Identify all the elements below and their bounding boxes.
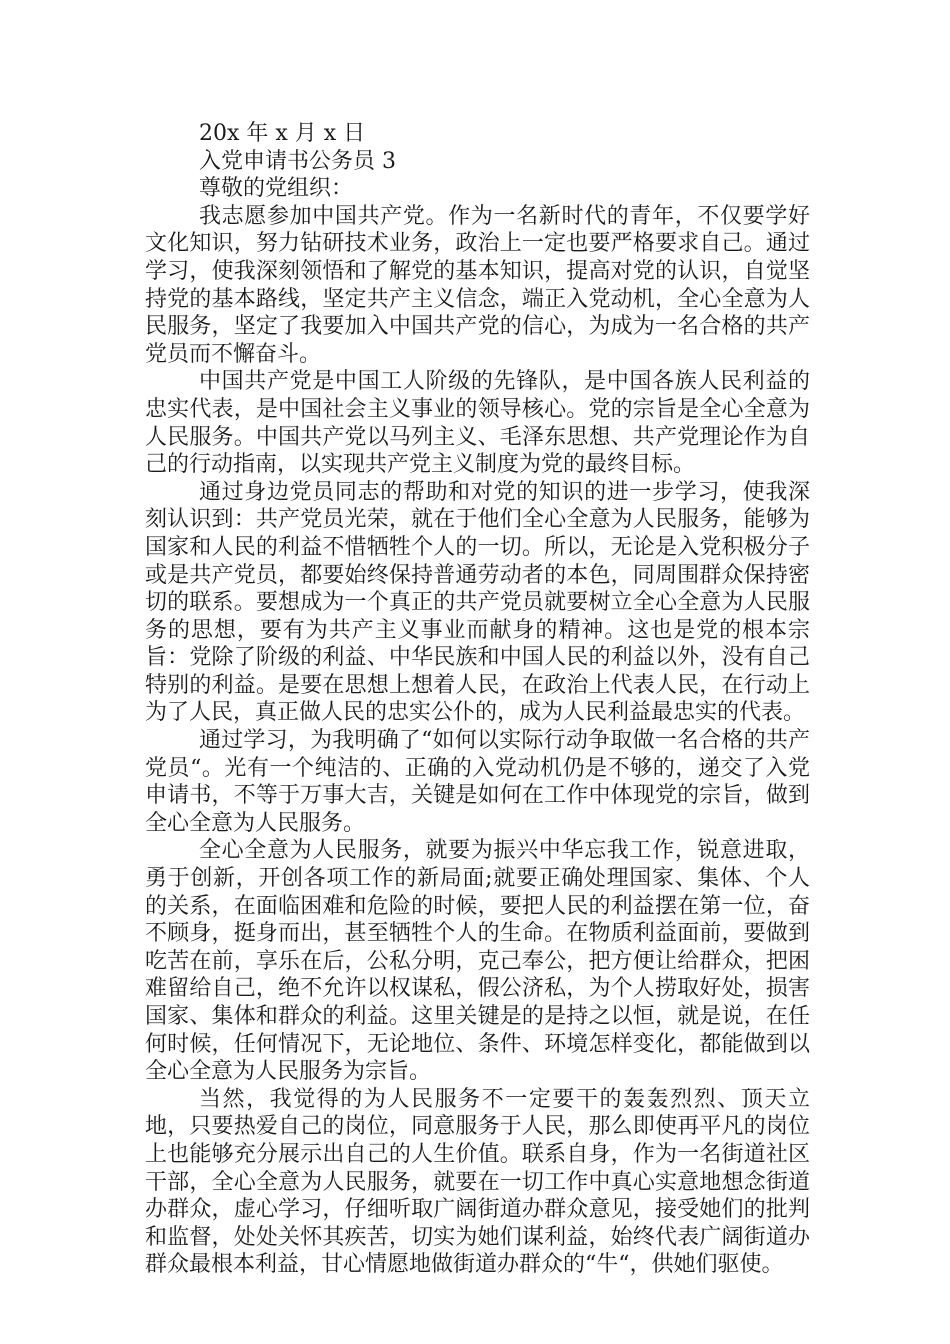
paragraph-1: 我志愿参加中国共产党。作为一名新时代的青年，不仅要学好文化知识，努力钻研技术业务，政治上一定也要严格要求自己。通过学习，使我深刻领悟和了解党的基本知识，提高对党的认识，自觉坚持党的基本路线，坚定共产主义信念，端正入党动机，全心全意为人民服务，坚定了我要加入中国共产党的信心，为成为一名合格的共产党员而不懈奋斗。 [145, 203, 810, 367]
paragraph-3: 通过身边党员同志的帮助和对党的知识的进一步学习，使我深刻认识到：共产党员光荣，就在于他们全心全意为人民服务，能够为国家和人民的利益不惜牺牲个人的一切。所以，无论是入党积极分子或是共产党员，都要始终保持普通劳动者的本色，同周围群众保持密切的联系。要想成为一个真正的共产党员就要树立全心全意为人民服务的思想，要有为共产主义事业而献身的精神。这也是党的根本宗旨：党除了阶级的利益、中华民族和中国人民的利益以外，没有自己特别的利益。是要在思想上想着人民，在政治上代表人民，在行动上为了人民，真正做人民的忠实公仆的，成为人民利益最忠实的代表。 [145, 479, 810, 726]
document-date: 20x 年 x 月 x 日 [199, 121, 366, 146]
paragraph-6: 当然，我觉得的为人民服务不一定要干的轰轰烈烈、顶天立地，只要热爱自己的岗位，同意服务于人民，那么即使再平凡的岗位上也能够充分展示出自己的人生价值。联系自身，作为一名街道社区干部，全心全意为人民服务，就要在一切工作中真心实意地想念街道办群众，虚心学习，仔细听取广阔街道办群众意见，接受她们的批判和监督，处处关怀其疾苦，切实为她们谋利益，始终代表广阔街道办群众最根本利益，甘心情愿地做街道办群众的“牛“，供她们驱使。 [145, 1086, 810, 1278]
document-body [145, 120, 810, 1279]
salutation: 尊敬的党组织： [199, 176, 354, 202]
paragraph-5: 全心全意为人民服务，就要为振兴中华忘我工作，锐意进取，勇于创新，开创各项工作的新局面;就要正确处理国家、集体、个人的关系，在面临困难和危险的时候，要把人民的利益摆在第一位，奋不顾身，挺身而出，甚至牺牲个人的生命。在物质利益面前，要做到吃苦在前，享乐在后，公私分明，克己奉公，把方便让给群众，把困难留给自己，绝不允许以权谋私，假公济私，为个人捞取好处，损害国家、集体和群众的利益。这里关键是的是持之以恒，就是说，在任何时候，任何情况下，无论地位、条件、环境怎样变化，都能做到以全心全意为人民服务为宗旨。 [145, 838, 810, 1085]
document-title: 入党申请书公务员 3 [199, 148, 396, 174]
paragraph-2: 中国共产党是中国工人阶级的先锋队，是中国各族人民利益的忠实代表，是中国社会主义事业的领导核心。党的宗旨是全心全意为人民服务。中国共产党以马列主义、毛泽东思想、共产党理论作为自己的行动指南，以实现共产党主义制度为党的最终目标。 [145, 369, 810, 478]
paragraph-4: 通过学习，为我明确了“如何以实际行动争取做一名合格的共产党员“。光有一个纯洁的、正确的入党动机仍是不够的，递交了入党申请书，不等于万事大吉，关键是如何在工作中体现党的宗旨，做到全心全意为人民服务。 [145, 728, 810, 836]
